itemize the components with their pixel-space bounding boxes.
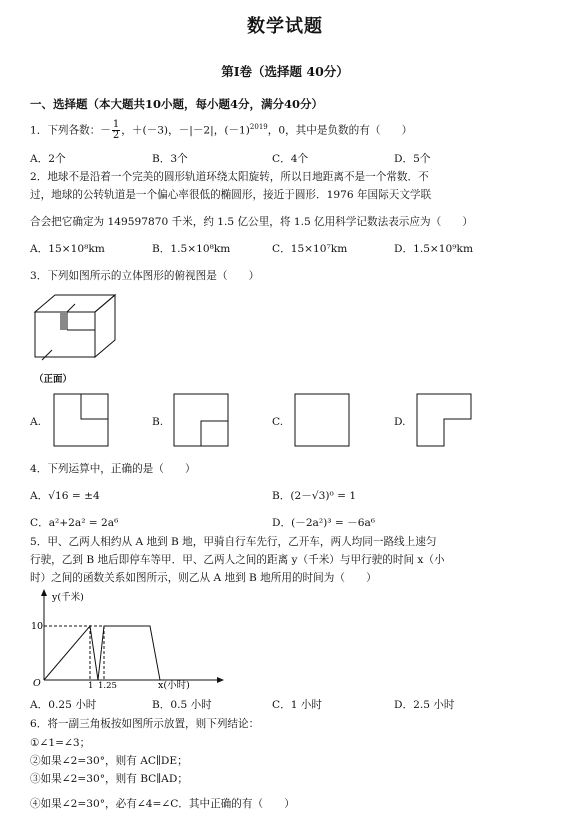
q6-item-2: ②如果∠2=30°，则有 AC∥DE； (30, 755, 188, 767)
q5-line-2: 行驶，乙到 B 地后即停车等甲．甲、乙两人之间的距离 y（千米）与甲行驶的时间 x（小 (30, 554, 445, 566)
x-tick-125: 1.25 (98, 681, 117, 690)
q1-middle: ，＋(－3)，－|－2|，(－1) (121, 124, 250, 137)
q2-line-1: 2．地球不是沿着一个完美的圆形轨道环绕太阳旋转，所以日地距离不是一个常数．不 (30, 171, 429, 183)
q2-option-c[interactable]: C．15×10⁷km (272, 243, 348, 255)
q3-option-b-label[interactable]: B. (152, 416, 164, 428)
q3-option-d-label[interactable]: D. (394, 416, 406, 428)
q4-option-b[interactable]: B．(2－√3)⁰ = 1 (272, 490, 357, 502)
q1-frac-den: 2 (112, 130, 120, 141)
q1-suffix: ，0，其中是负数的有（ ） (267, 124, 413, 137)
q4-option-d[interactable]: D．(－2a²)³ = －6a⁶ (272, 517, 376, 529)
q3-option-d-figure[interactable] (416, 393, 474, 449)
q5-option-c[interactable]: C．1 小时 (272, 699, 322, 711)
q1-exponent: 2019 (249, 122, 268, 131)
q2-option-d[interactable]: D．1.5×10⁹km (394, 243, 474, 255)
exam-title: 数学试题 (247, 16, 323, 37)
q2-line-3: 合会把它确定为 149597870 千米，约 1.5 亿公里，将 1.5 亿用科学记数法表示应为（ ） (30, 216, 473, 228)
q1-prefix: 1．下列各数：－ (30, 124, 111, 137)
q5-graph (30, 588, 230, 690)
q4-option-c[interactable]: C．a²+2a² = 2a⁶ (30, 517, 119, 529)
q4-option-a[interactable]: A．√16 = ±4 (30, 490, 100, 502)
distance-line (44, 626, 160, 680)
q5-option-d[interactable]: D．2.5 小时 (394, 699, 455, 711)
q4-stem: 4．下列运算中，正确的是（ ） (30, 463, 196, 475)
q6-item-1: ①∠1=∠3； (30, 737, 91, 749)
q1-stem (30, 120, 412, 141)
q5-option-a[interactable]: A．0.25 小时 (30, 699, 97, 711)
part-subtitle: 第I卷（选择题 40分） (221, 64, 349, 79)
q3-stem: 3．下列如图所示的立体图形的俯视图是（ ） (30, 270, 260, 282)
q1-fraction (112, 120, 120, 141)
q3-option-a-label[interactable]: A. (30, 416, 42, 428)
y-axis-label: y(千米) (52, 592, 84, 603)
q3-option-c-figure[interactable] (294, 393, 352, 449)
q6-stem: 6．将一副三角板按如图所示放置，则下列结论： (30, 718, 260, 730)
q5-line-1: 5．甲、乙两人相约从 A 地到 B 地，甲骑自行车先行，乙开车，两人均同一路线上速匀 (30, 536, 437, 548)
q6-item-4: ④如果∠2=30°，必有∠4=∠C．其中正确的有（ ） (30, 798, 295, 810)
q3-option-b-figure[interactable] (173, 393, 231, 449)
origin-label: O (33, 678, 41, 689)
q2-option-b[interactable]: B．1.5×10⁸km (152, 243, 231, 255)
q3-option-a-figure[interactable] (53, 393, 111, 449)
y-axis-arrow (41, 589, 47, 596)
q5-line-3: 时）之间的函数关系如图所示，则乙从 A 地到 B 地所用的时间为（ ） (30, 572, 377, 584)
solid-figure (30, 290, 120, 362)
x-tick-1: 1 (88, 681, 94, 690)
q1-option-b[interactable]: B．3个 (152, 153, 188, 165)
q2-line-2: 过，地球的公转轨道是一个偏心率很低的椭圆形，接近于圆形．1976 年国际天文学联 (30, 189, 432, 201)
section-heading: 一、选择题（本大题共10小题，每小题4分，满分40分） (30, 97, 324, 111)
q1-option-d[interactable]: D．5个 (394, 153, 431, 165)
shaded-region (60, 312, 67, 330)
q5-option-b[interactable]: B．0.5 小时 (152, 699, 212, 711)
front-arrow (42, 350, 52, 360)
q2-option-a[interactable]: A．15×10⁸km (30, 243, 105, 255)
q1-option-a[interactable]: A．2个 (30, 153, 66, 165)
y-tick-10: 10 (31, 621, 44, 632)
q6-item-3: ③如果∠2=30°，则有 BC∥AD； (30, 773, 188, 785)
x-axis-arrow (217, 677, 224, 683)
front-label: （正面） (34, 374, 73, 385)
q1-frac-num: 1 (112, 119, 120, 130)
q3-option-c-label[interactable]: C. (272, 416, 284, 428)
x-axis-label: x(小时) (158, 680, 190, 690)
q1-option-c[interactable]: C．4个 (272, 153, 309, 165)
